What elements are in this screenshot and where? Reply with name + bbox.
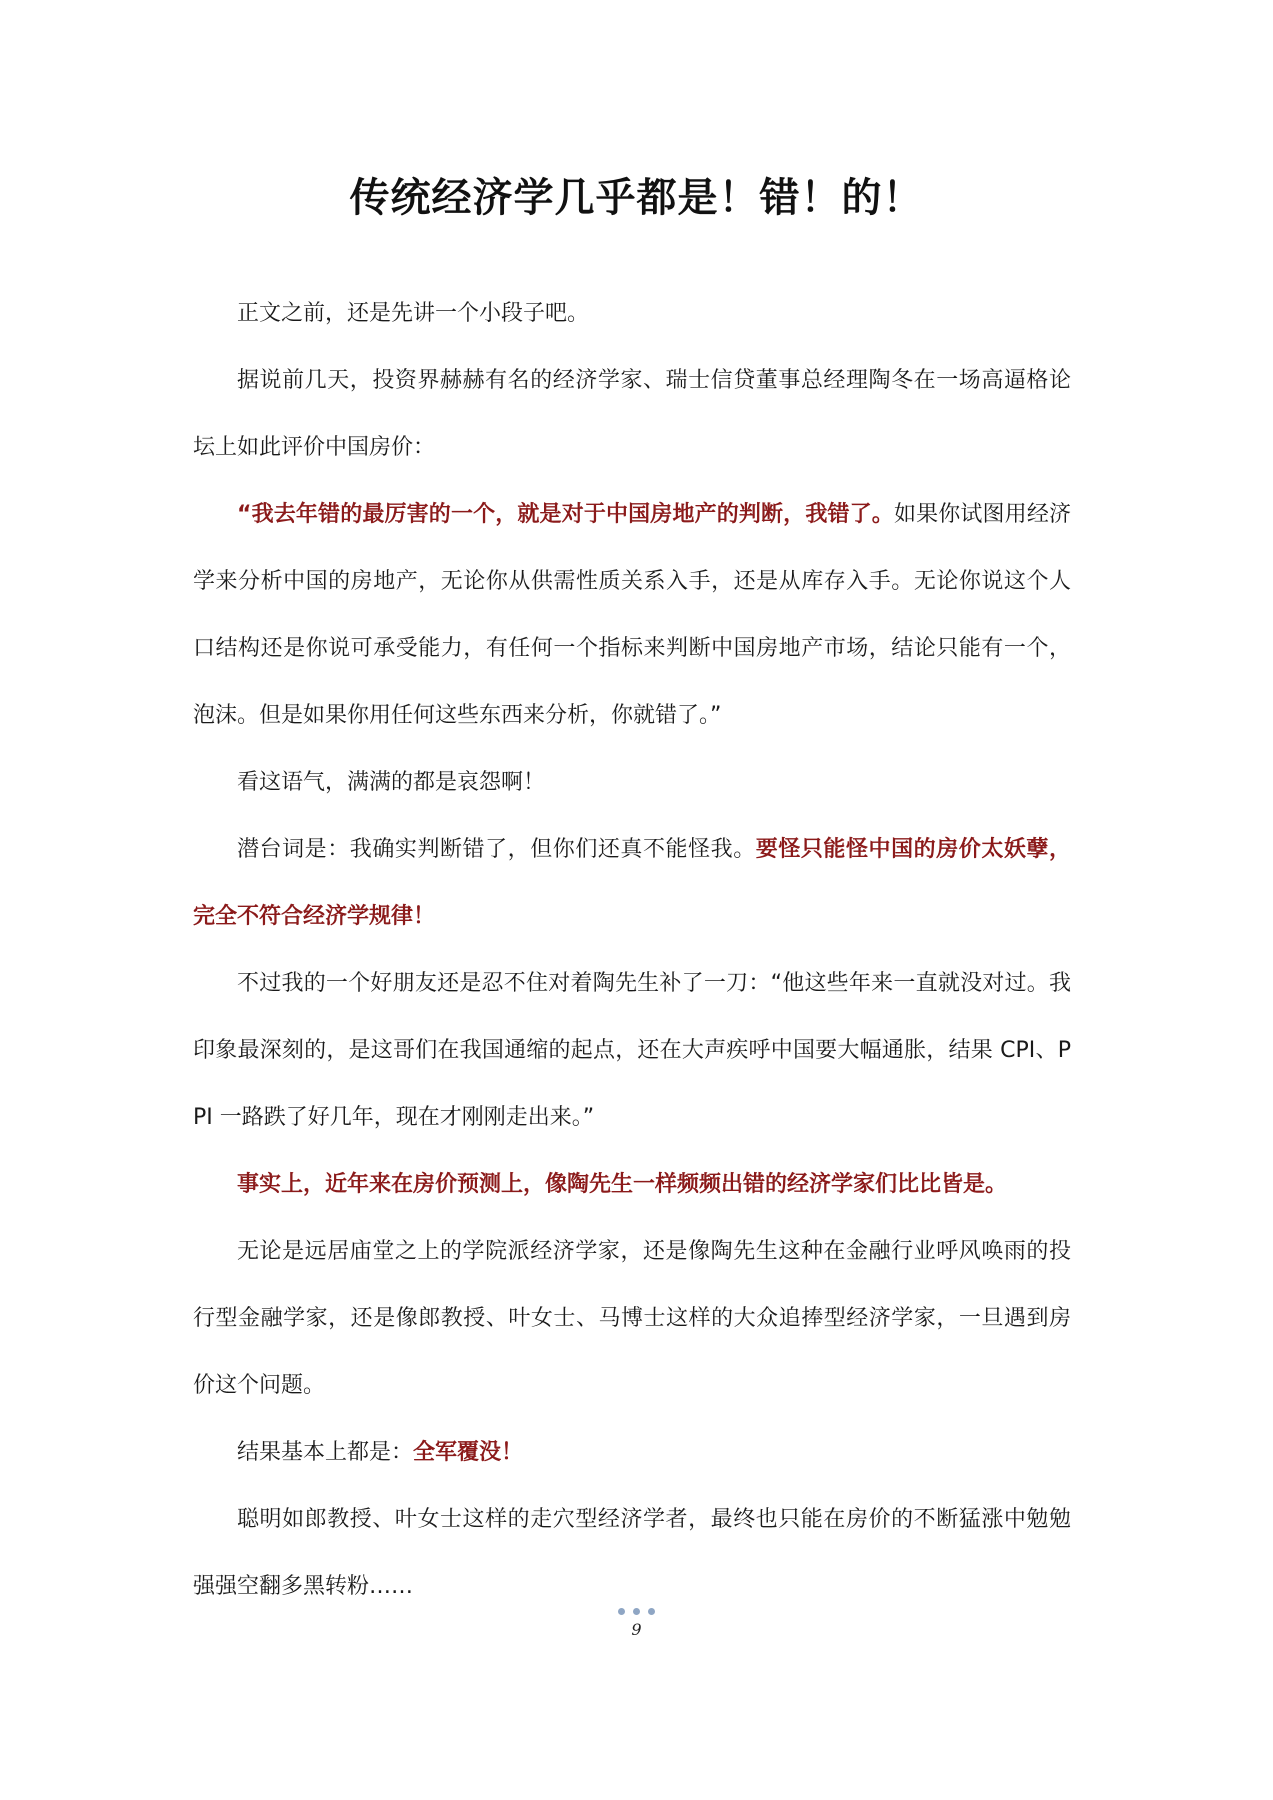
paragraph (193, 1419, 1071, 1486)
paragraph-text: 潜台词是：我确实判断错了，但你们还真不能怪我。 (237, 837, 756, 862)
paragraph-text: 正文之前，还是先讲一个小段子吧。 (237, 301, 590, 326)
paragraph (193, 950, 1071, 1151)
paragraph (193, 280, 1071, 347)
paragraph-text: 无论是远居庙堂之上的学院派经济学家，还是像陶先生这种在金融行业呼风唤雨的投行型金融学家，还是像郎教授、叶女士、马博士这样的大众追捧型经济学家，一旦遇到房价这个问题。 (193, 1239, 1071, 1398)
highlighted-text: 要怪只能怪中国的房价太妖孽，完全不符合经济学规律！ (193, 837, 1071, 929)
paragraph-text: 聪明如郎教授、叶女士这样的走穴型经济学者，最终也只能在房价的不断猛涨中勉勉强强空翻多黑转粉…… (193, 1507, 1071, 1599)
paragraph-text: 结果基本上都是： (237, 1440, 414, 1465)
paragraph (193, 1151, 1071, 1218)
highlighted-text: “我去年错的最厉害的一个，就是对于中国房地产的判断，我错了。 (237, 502, 894, 527)
highlighted-text: 事实上，近年来在房价预测上，像陶先生一样频频出错的经济学家们比比皆是。 (237, 1172, 1008, 1197)
page-number: 9 (631, 1620, 642, 1639)
dot-icon (633, 1608, 640, 1615)
footer-dots-ornament (0, 1606, 1273, 1616)
paragraph-text: 据说前几天，投资界赫赫有名的经济学家、瑞士信贷董事总经理陶冬在一场高逼格论坛上如此评价中国房价： (193, 368, 1071, 460)
dot-icon (648, 1608, 655, 1615)
paragraph (193, 1486, 1071, 1620)
paragraph (193, 481, 1071, 749)
highlighted-text: 全军覆没！ (413, 1440, 524, 1465)
dot-icon (618, 1608, 625, 1615)
paragraph (193, 816, 1071, 950)
paragraph (193, 347, 1071, 481)
article-body (193, 280, 1071, 1620)
paragraph-text: 如果你试图用经济学来分析中国的房地产，无论你从供需性质关系入手，还是从库存入手。无论你说这个人口结构还是你说可承受能力，有任何一个指标来判断中国房地产市场，结论只能有一个，泡沫。但是如果你用任何这些东西来分析，你就错了。” (193, 502, 1071, 728)
paragraph-text: 看这语气，满满的都是哀怨啊！ (237, 770, 546, 795)
page-title: 传统经济学几乎都是！错！的！ (349, 175, 924, 221)
page-footer (0, 1606, 1273, 1639)
paragraph (193, 749, 1071, 816)
paragraph-text: 不过我的一个好朋友还是忍不住对着陶先生补了一刀：“他这些年来一直就没对过。我印象最深刻的，是这哥们在我国通缩的起点，还在大声疾呼中国要大幅通胀，结果 CPI、PPI 一路跌了好几年，现在才刚刚走出来。” (193, 971, 1071, 1130)
paragraph (193, 1218, 1071, 1419)
